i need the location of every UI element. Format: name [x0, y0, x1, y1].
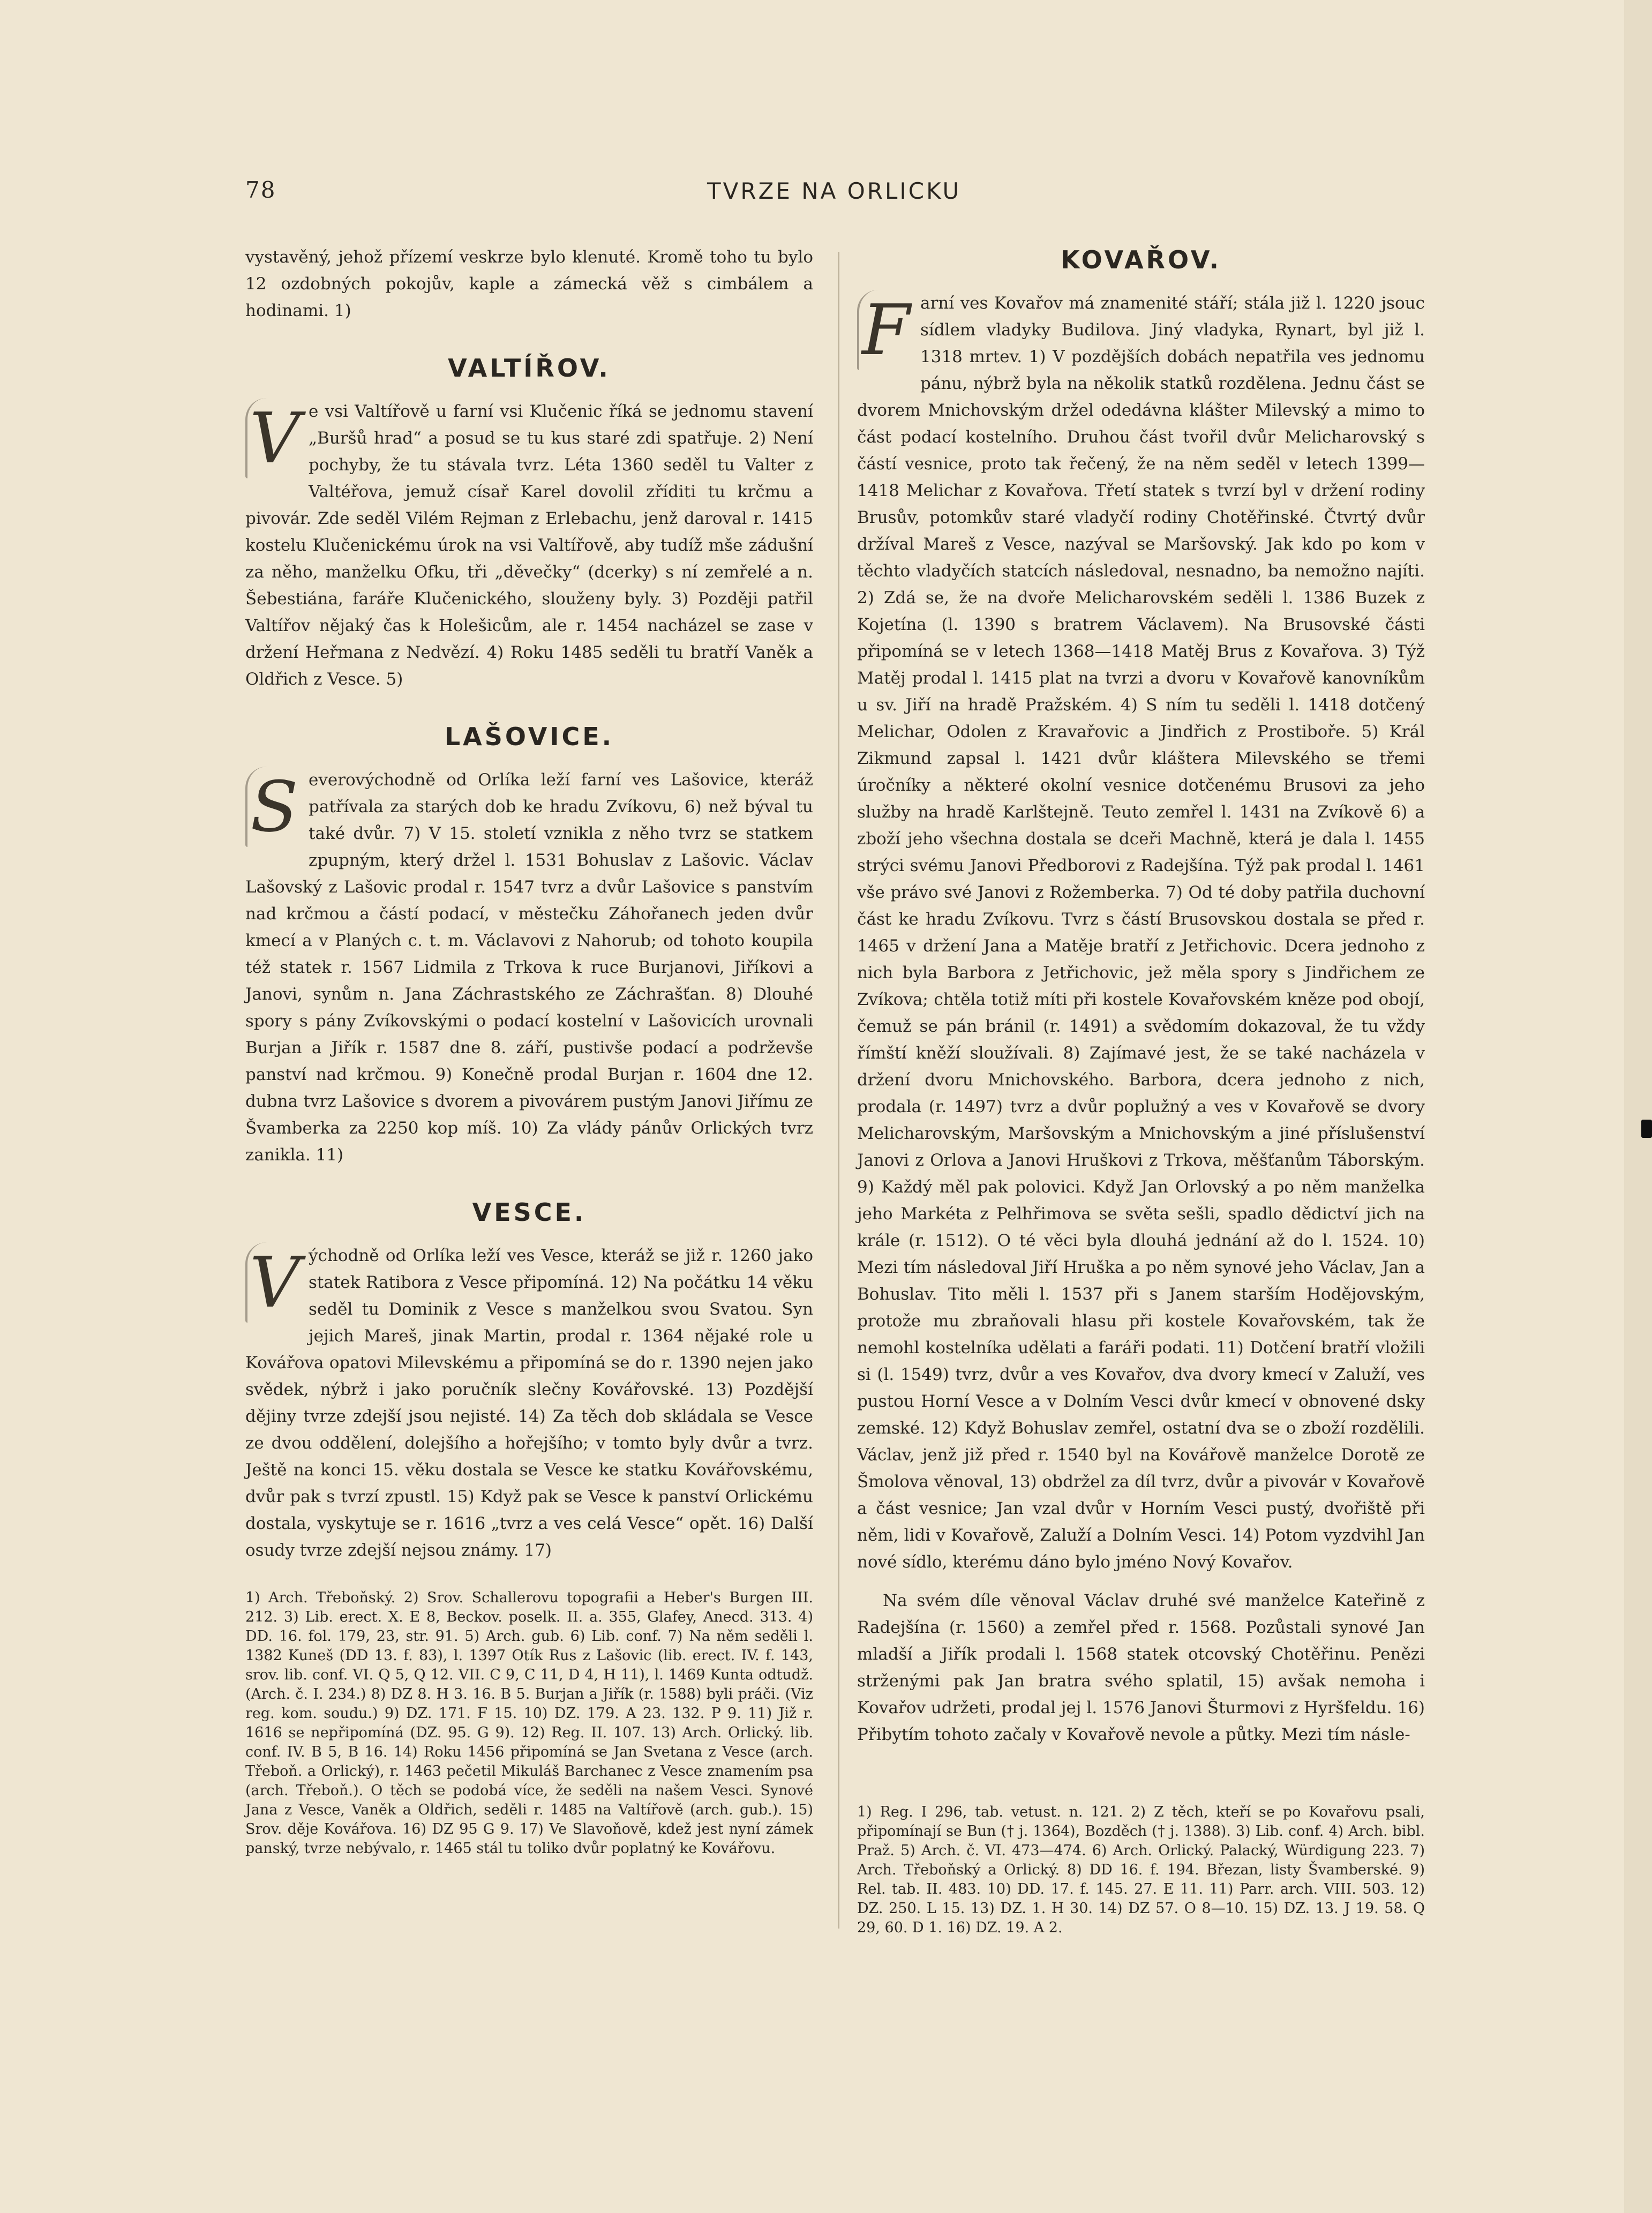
section-lasovice: [245, 767, 813, 1168]
column-divider: [838, 252, 839, 1929]
ornamental-initial: [245, 1242, 299, 1323]
page-number: 78: [245, 177, 276, 203]
section-vesce: [245, 1242, 813, 1564]
section-text: arní ves Kovařov má znamenité stáří; stála již l. 1220 jsouc sídlem vladyky Budilova. Jiný vladyka, Rynart, byl již l. 1318 mrtev. 1) V pozdějších dobách nepatřila ves jednomu pánu, nýbrž byla na několik statků rozdělena. Jednu část se dvorem Mnichovským držel odedávna klášter Milevský a mimo to část podací kostelního. Druhou část tvořil dvůr Melicharovský s částí vesnice, proto tak řečený, že na něm seděl v letech 1399—1418 Melichar z Kovařova. Třetí statek s tvrzí byl v držení rodiny Brusův, potomkův staré vladyčí rodiny Chotěřinské. Čtvrtý dvůr držíval Mareš z Vesce, nazýval se Maršovský. Jak kdo po kom v těchto vladyčích statcích následoval, nesnadno, ba nemožno najíti. 2) Zdá se, že na dvoře Melicharovském seděli l. 1386 Buzek z Kojetína (l. 1390 s bratrem Václavem). Na Brusovské části připomíná se v letech 1368—1418 Matěj Brus z Kovařova. 3) Týž Matěj prodal l. 1415 plat na tvrzi a dvoru v Kovařově kanovníkům u sv. Jiří na hradě Pražském. 4) S ním tu seděli l. 1418 dotčený Melichar, Odolen z Kravařovic a Jindřich z Prostiboře. 5) Král Zikmund zapsal l. 1421 dvůr kláštera Milevského se třemi úročníky a některé okolní vesnice dotčenému Brusovi za jeho služby na hradě Karlštejně. Teuto zemřel l. 1431 na Zvíkově 6) a zboží jeho všechna dostala se dceři Machně, která je dala l. 1455 strýci svému Janovi Předborovi z Radejšína. Týž pak prodal l. 1461 vše právo své Janovi z Rožemberka. 7) Od té doby patřila duchovní část ke hradu Zvíkovu. Tvrz s částí Brusovskou dostala se před r. 1465 v držení Jana a Matěje bratří z Jetřichovic. Dcera jednoho z nich byla Barbora z Jetřichovic, jež měla spory s Jindřichem ze Zvíkova; chtěla totiž míti při kostele Kovařovském kněze pod obojí, čemuž se pán bránil (r. 1491) a svědomím dokazoval, že tu vždy římští kněží sloužívali. 8) Zajímavé jest, že se také nacházela v držení dvoru Mnichovského. Barbora, dcera jednoho z nich, prodala (r. 1497) tvrz a dvůr poplužný a ves v Kovařově se dvory Melicharovským, Maršovským a Mnichovským a jiné příslušenství Janovi z Orlova a Janovi Hruškovi z Trkova, měšťanům Táborským. 9) Každý měl pak polovici. Když Jan Orlovský a po něm manželka jeho Markéta z Pelhřimova se světa sešli, spadlo dědictví jich na krále (r. 1512). O té věci byla dlouhá jednání až do l. 1524. 10) Mezi tím následoval Jiří Hruška a po něm synové jeho Václav, Jan a Bohuslav. Tito měli l. 1537 při s Janem starším Hodějovským, protože mu zbraňovali hlasu při kostele Kovařovském, tak že nemohl kostelníka udělati a faráři podati. 11) Dotčení bratří vložili si (l. 1549) tvrz, dvůr a ves Kovařov, dva dvory kmecí v Zaluží, ves pustou Horní Vesce a v Dolním Vesci dvůr kmecí v obnovené dsky zemské. 12) Když Bohuslav zemřel, ostatní dva se o zboží rozdělili. Václav, jenž již před r. 1540 byl na Kovářově manželce Dorotě ze Šmolova věnoval, 13) obdržel za díl tvrz, dvůr a pivovár v Kovařově a část vesnice; Jan vzal dvůr v Horním Vesci pustý, dvořiště při něm, lidi v Kovařově, Zaluží a Dolním Vesci. 14) Potom vyzdvihl Jan nové sídlo, kterému dáno bylo jméno Nový Kovařov.: [857, 294, 1425, 1572]
initial-letter: V: [250, 1242, 300, 1323]
section-title-kovarov: KOVAŘOV.: [1061, 245, 1221, 274]
section-title-lasovice: LAŠOVICE.: [444, 722, 614, 751]
footnotes-left: 1) Arch. Třeboňský. 2) Srov. Schallerovu topografii a Heber's Burgen III. 212. 3) Lib. erect. X. E 8, Beckov. poselk. II. a. 355, Glafey, Anecd. 313. 4) DD. 16. fol. 179, 23, str. 91. 5) Arch. gub. 6) Lib. conf. 7) Na něm seděli l. 1382 Kuneš (DD 13. f. 83), l. 1397 Otík Rus z Lašovic (lib. erect. IV. f. 143, srov. lib. conf. VI. Q 5, Q 12. VII. C 9, C 11, D 4, H 11), l. 1469 Kunta odtudž. (Arch. č. I. 234.) 8) DZ 8. H 3. 16. B 5. Burjan a Jiřík (r. 1588) byli práči. (Viz reg. kom. soudu.) 9) DZ. 171. F 15. 10) DZ. 179. A 23. 132. P 9. 11) Již r. 1616 se nepřipomíná (DZ. 95. G 9). 12) Reg. II. 107. 13) Arch. Orlický. lib. conf. IV. B 5, B 16. 14) Roku 1456 připomíná se Jan Svetana z Vesce (arch. Třeboň. a Orlický), r. 1463 pečetil Mikuláš Barchanec z Vesce znamením psa (arch. Třeboň.). O těch se podobá více, že seděli na našem Vesci. Synové Jana z Vesce, Vaněk a Oldřich, seděli r. 1485 na Valtířově (arch. gub.). 15) Srov. děje Kovářova. 16) DZ 95 G 9. 17) Ve Slavoňově, kdež jest nyní zámek panský, tvrze nebývalo, r. 1465 stál tu toliko dvůr poplatný ke Kovářovu.: [245, 1589, 813, 1857]
initial-letter: F: [861, 289, 911, 371]
right-column: [857, 244, 1425, 1938]
section-text: e vsi Valtířově u farní vsi Klučenic říká se jednomu stavení „Buršů hrad“ a posud se tu kus staré zdi spatřuje. 2) Není pochyby, že tu stávala tvrz. Léta 1360 seděl tu Valter z Valtéřova, jemuž císař Karel dovolil zříditi tu krčmu a pivovár. Zde seděl Vilém Rejman z Erlebachu, jenž daroval r. 1415 kostelu Klučenickému úrok na vsi Valtířově, aby tudíž mše zádušní za něho, manželku Ofku, tři „děvečky“ (dcerky) s ní zemřelé a n. Šebestiána, faráře Klučenického, slouženy byly. 3) Později patřil Valtířov nějaký čas k Holešicům, ale r. 1454 nacházel se zase v držení Heřmana z Nedvězí. 4) Roku 1485 seděli tu bratří Vaněk a Oldřich z Vesce. 5): [245, 402, 813, 689]
section-text-continued: Na svém díle věnoval Václav druhé své manželce Kateřině z Radejšína (r. 1560) a zemřel před r. 1568. Pozůstali synové Jan mladší a Jiřík prodali l. 1568 statek otcovský Chotěřinu. Penězi strženými pak Jan bratra svého splatil, 15) avšak nemoha i Kovařov udržeti, prodal jej l. 1576 Janovi Šturmovi z Hyršfeldu. 16) Přibytím tohoto začaly v Kovařově nevole a půtky. Mezi tím násle-: [857, 1591, 1425, 1744]
section-title-valtirov: VALTÍŘOV.: [448, 354, 611, 382]
initial-letter: V: [250, 397, 300, 479]
initial-letter: S: [250, 766, 298, 847]
ornamental-initial: [245, 767, 299, 847]
page-edge: [1624, 0, 1652, 2213]
section-title-vesce: VESCE.: [472, 1198, 587, 1227]
footnotes-right: 1) Reg. I 296, tab. vetust. n. 121. 2) Z těch, kteří se po Kovařovu psali, připomínají se Bun († j. 1364), Bozděch († j. 1388). 3) Lib. conf. 4) Arch. bibl. Praž. 5) Arch. č. VI. 473—474. 6) Arch. Orlický. Palacký, Würdigung 223. 7) Arch. Třeboňský a Orlický. 8) DD 16. f. 194. Březan, listy Švamberské. 9) Rel. tab. II. 483. 10) DD. 17. f. 145. 27. E 11. 11) Parr. arch. VIII. 503. 12) DZ. 250. L 15. 13) DZ. 1. H 30. 14) DZ 57. O 8—10. 15) DZ. 13. J 19. 58. Q 29, 60. D 1. 16) DZ. 19. A 2.: [857, 1804, 1425, 1936]
intro-paragraph: vystavěný, jehož přízemí veskrze bylo klenuté. Kromě toho tu bylo 12 ozdobných pokojův, kaple a zámecká věž s cimbálem a hodinami. 1): [245, 247, 813, 320]
ornamental-initial: [857, 290, 911, 370]
ornamental-initial: [245, 398, 299, 478]
section-text: ýchodně od Orlíka leží ves Vesce, kteráž se již r. 1260 jako statek Ratibora z Vesce připomíná. 12) Na počátku 14 věku seděl tu Dominik z Vesce s manželkou svou Svatou. Syn jejich Mareš, jinak Martin, prodal r. 1364 nějaké role u Kovářova opatovi Milevskému a připomíná se do r. 1390 nejen jako svědek, nýbrž i jako poručník slečny Kovářovské. 13) Pozdější dějiny tvrze zdejší jsou nejisté. 14) Za těch dob skládala se Vesce ze dvou oddělení, dolejšího a hořejšího; v tomto byly dvůr a tvrz. Ještě na konci 15. věku dostala se Vesce ke statku Kovářovskému, dvůr pak s tvrzí zpustl. 15) Když pak se Vesce k panství Orlickému dostala, vyskytuje se r. 1616 „tvrz a ves celá Vesce“ opět. 16) Další osudy tvrze zdejší nejsou známy. 17): [245, 1246, 813, 1560]
section-valtirov: [245, 398, 813, 693]
running-title: TVRZE NA ORLICKU: [707, 178, 962, 204]
section-kovarov: [857, 290, 1425, 1748]
section-text: everovýchodně od Orlíka leží farní ves Lašovice, kteráž patřívala za starých dob ke hradu Zvíkovu, 6) než býval tu také dvůr. 7) V 15. století vznikla z něho tvrz se statkem zpupným, který držel l. 1531 Bohuslav z Lašovic. Václav Lašovský z Lašovic prodal r. 1547 tvrz a dvůr Lašovice s panstvím nad krčmou a částí podací, v městečku Záhořanech jeden dvůr kmecí a v Planých c. t. m. Václavovi z Nahorub; od tohoto koupila též statek r. 1567 Lidmila z Trkova k ruce Burjanovi, Jiříkovi a Janovi, synům n. Jana Záchrastského ze Záchrašťan. 8) Dlouhé spory s pány Zvíkovskými o podací kostelní v Lašovicích urovnali Burjan a Jiřík r. 1587 dne 8. září, pustivše podací a podrževše panství nad krčmou. 9) Konečně prodal Burjan r. 1604 dne 12. dubna tvrz Lašovice s dvorem a pivovárem pustým Janovi Jiřímu ze Švamberka za 2250 kop míš. 10) Za vlády pánův Orlických tvrz zanikla. 11): [245, 770, 813, 1165]
running-head: [0, 177, 1652, 214]
left-column: [245, 244, 813, 1858]
bookmark-tab: [1641, 1120, 1652, 1138]
